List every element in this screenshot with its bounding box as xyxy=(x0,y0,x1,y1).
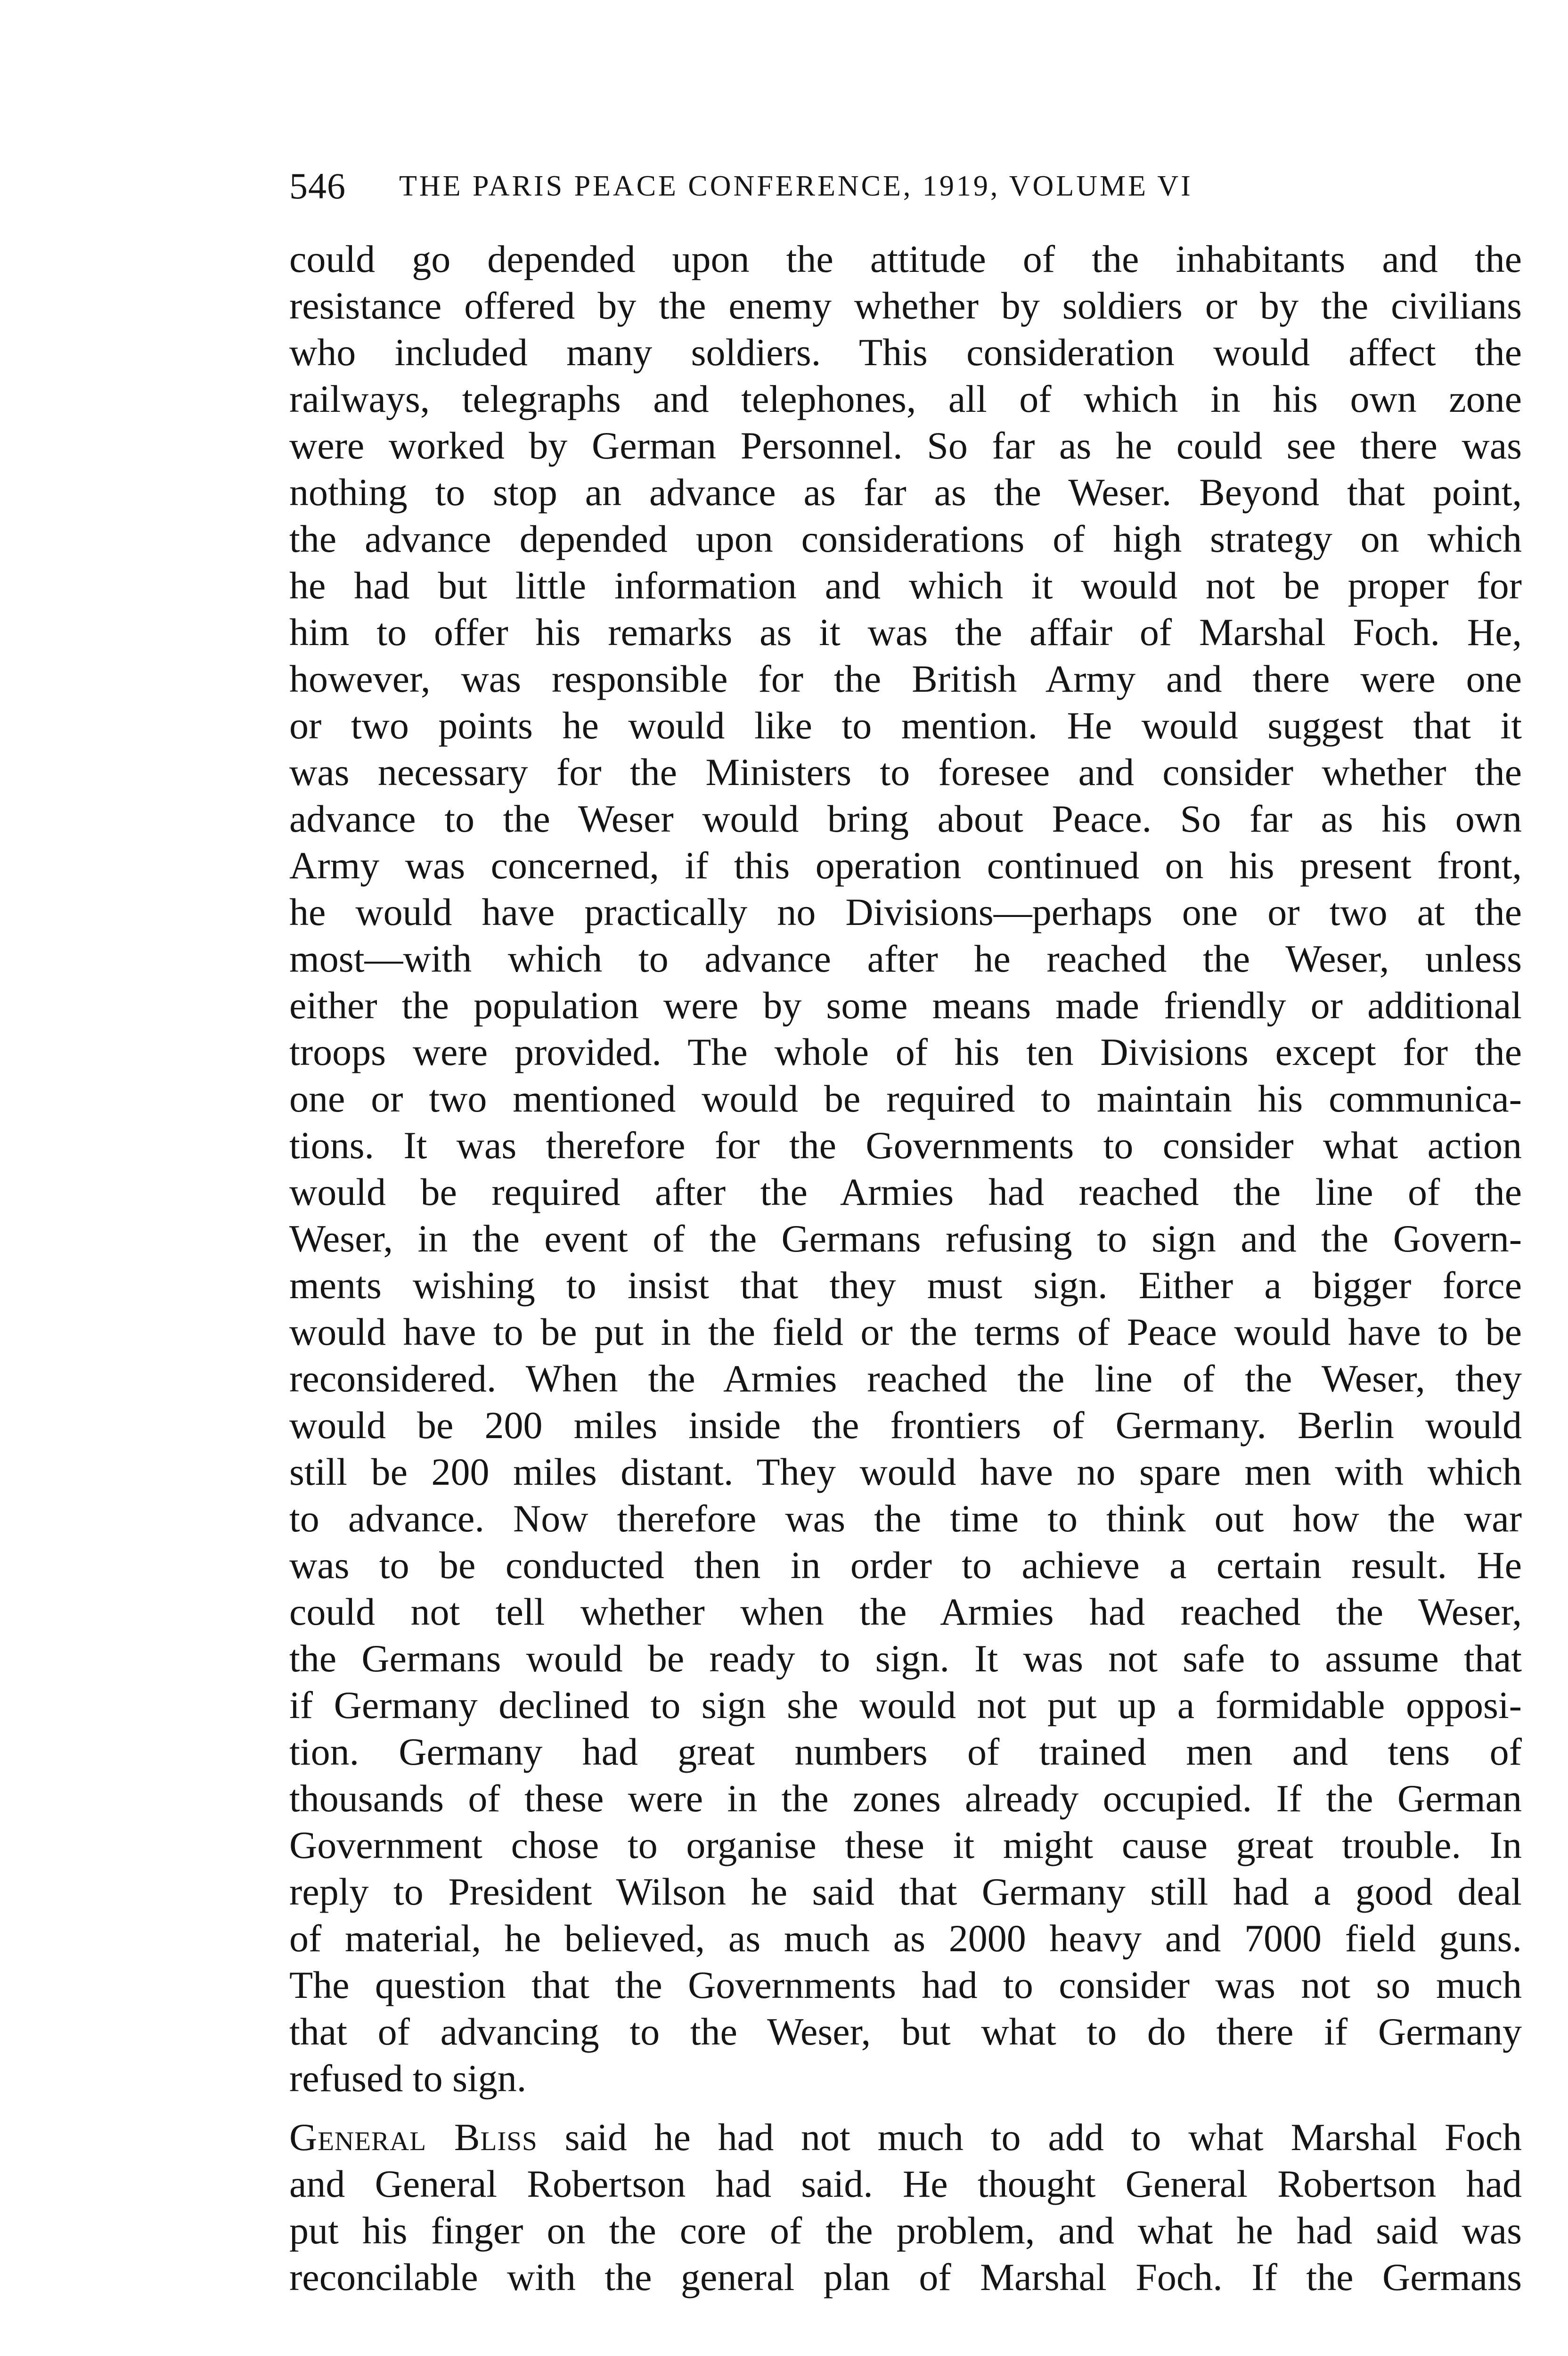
text-line: could not tell whether when the Armies had reached the Weser, xyxy=(289,1590,1522,1633)
text-line: or two points he would like to mention. He would suggest that it xyxy=(289,704,1522,747)
text-line: one or two mentioned would be required to maintain his communica- xyxy=(289,1077,1522,1120)
text-line: the advance depended upon considerations of high strategy on which xyxy=(289,517,1522,560)
text-line: reconcilable with the general plan of Marshal Foch. If the Germans xyxy=(289,2256,1522,2299)
text-line: reconsidered. When the Armies reached the line of the Weser, they xyxy=(289,1357,1522,1400)
text-line: he would have practically no Divisions—perhaps one or two at the xyxy=(289,891,1522,933)
text-line: Army was concerned, if this operation continued on his present front, xyxy=(289,844,1522,887)
text-line: most—with which to advance after he reached the Weser, unless xyxy=(289,937,1522,980)
text-line: was to be conducted then in order to achieve a certain result. He xyxy=(289,1544,1522,1587)
text-line: advance to the Weser would bring about Peace. So far as his own xyxy=(289,797,1522,840)
text-line: tions. It was therefore for the Governments to consider what action xyxy=(289,1124,1522,1167)
text-line: tion. Germany had great numbers of trained men and tens of xyxy=(289,1730,1522,1773)
text-line: Government chose to organise these it might cause great trouble. In xyxy=(289,1824,1522,1866)
paragraph-robertson-continuation xyxy=(289,236,1522,2102)
page-number: 546 xyxy=(289,165,346,206)
paragraph-general-bliss xyxy=(289,2114,1522,2300)
text-line: who included many soldiers. This consideration would affect the xyxy=(289,331,1522,374)
body-text xyxy=(289,236,1522,2300)
speaker-name: General Bliss xyxy=(289,2116,538,2159)
text-line: him to offer his remarks as it was the affair of Marshal Foch. He, xyxy=(289,611,1522,654)
text-line: could go depended upon the attitude of the inhabitants and the xyxy=(289,237,1522,280)
text-line: put his finger on the core of the problem, and what he had said was xyxy=(289,2209,1522,2252)
text-line: railways, telegraphs and telephones, all of which in his own zone xyxy=(289,377,1522,420)
text-line: would be required after the Armies had reached the line of the xyxy=(289,1170,1522,1213)
text-line: was necessary for the Ministers to foresee and consider whether the xyxy=(289,751,1522,794)
text-line: reply to President Wilson he said that Germany still had a good deal xyxy=(289,1870,1522,1913)
text-line: and General Robertson had said. He thought General Robertson had xyxy=(289,2162,1522,2205)
paragraph-spacing xyxy=(289,2102,1522,2114)
text-line: ments wishing to insist that they must sign. Either a bigger force xyxy=(289,1264,1522,1307)
speaker-line xyxy=(289,2114,1522,2160)
text-line: resistance offered by the enemy whether by soldiers or by the civilians xyxy=(289,284,1522,327)
text-line: Weser, in the event of the Germans refusing to sign and the Govern- xyxy=(289,1217,1522,1260)
text-line: to advance. Now therefore was the time to think out how the war xyxy=(289,1497,1522,1540)
text-line: of material, he believed, as much as 2000 heavy and 7000 field guns. xyxy=(289,1917,1522,1960)
text-line: the Germans would be ready to sign. It was not safe to assume that xyxy=(289,1637,1522,1680)
text-line: were worked by German Personnel. So far as he could see there was xyxy=(289,424,1522,467)
speaker-line-text: said he had not much to add to what Marshal Foch xyxy=(564,2116,1522,2159)
running-head xyxy=(289,160,1522,212)
text-line: nothing to stop an advance as far as the Weser. Beyond that point, xyxy=(289,471,1522,514)
text-line: would have to be put in the field or the terms of Peace would have to be xyxy=(289,1310,1522,1353)
text-line: would be 200 miles inside the frontiers of Germany. Berlin would xyxy=(289,1404,1522,1447)
text-line: either the population were by some means made friendly or additional xyxy=(289,984,1522,1027)
running-title: THE PARIS PEACE CONFERENCE, 1919, VOLUME VI xyxy=(399,170,1193,202)
text-line: The question that the Governments had to consider was not so much xyxy=(289,1963,1522,2006)
text-line: that of advancing to the Weser, but what to do there if Germany xyxy=(289,2010,1522,2053)
text-line: he had but little information and which it would not be proper for xyxy=(289,564,1522,607)
text-line: troops were provided. The whole of his ten Divisions except for the xyxy=(289,1031,1522,1073)
text-line: thousands of these were in the zones already occupied. If the German xyxy=(289,1777,1522,1820)
text-line: refused to sign. xyxy=(289,2057,527,2100)
text-line: however, was responsible for the British Army and there were one xyxy=(289,657,1522,700)
text-line: if Germany declined to sign she would not put up a formidable opposi- xyxy=(289,1684,1522,1726)
text-line: still be 200 miles distant. They would have no spare men with which xyxy=(289,1450,1522,1493)
